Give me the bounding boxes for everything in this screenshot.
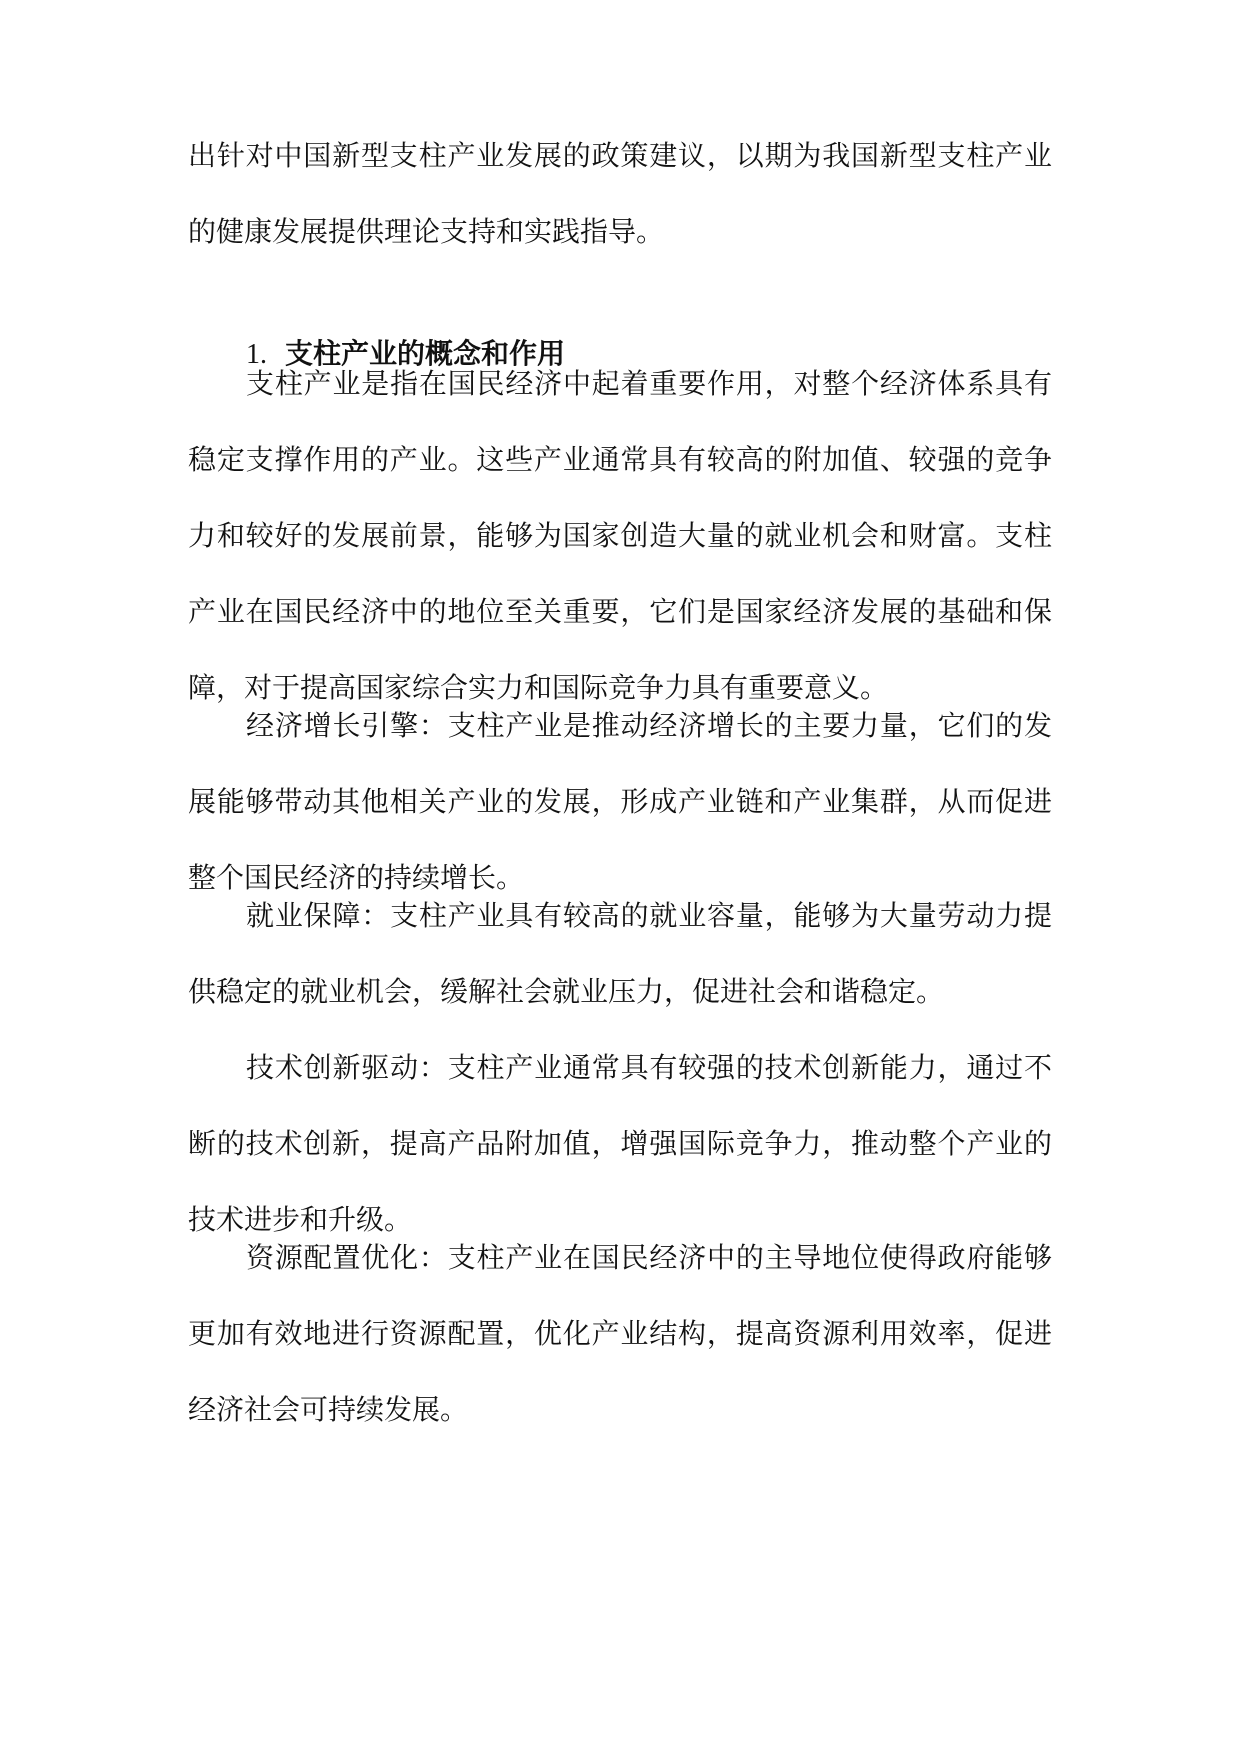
section-number: 1.: [246, 339, 267, 370]
continuation-paragraph: 出针对中国新型支柱产业发展的政策建议，以期为我国新型支柱产业的健康发展提供理论支持和实践指导。: [188, 139, 1052, 248]
paragraph-resource-allocation: 资源配置优化：支柱产业在国民经济中的主导地位使得政府能够更加有效地进行资源配置，优化产业结构，提高资源利用效率，促进经济社会可持续发展。: [188, 1241, 1052, 1426]
paragraph-innovation: 技术创新驱动：支柱产业通常具有较强的技术创新能力，通过不断的技术创新，提高产品附加值，增强国际竞争力，推动整个产业的技术进步和升级。: [188, 1051, 1052, 1236]
paragraph-economic-growth: 经济增长引擎：支柱产业是推动经济增长的主要力量，它们的发展能够带动其他相关产业的发展，形成产业链和产业集群，从而促进整个国民经济的持续增长。: [188, 709, 1052, 894]
section-title: 支柱产业的概念和作用: [285, 337, 566, 370]
paragraph-definition: 支柱产业是指在国民经济中起着重要作用，对整个经济体系具有稳定支撑作用的产业。这些产业通常具有较高的附加值、较强的竞争力和较好的发展前景，能够为国家创造大量的就业机会和财富。支柱产业在国民经济中的地位至关重要，它们是国家经济发展的基础和保障，对于提高国家综合实力和国际竞争力具有重要意义。: [188, 367, 1052, 704]
paragraph-employment: 就业保障：支柱产业具有较高的就业容量，能够为大量劳动力提供稳定的就业机会，缓解社会就业压力，促进社会和谐稳定。: [188, 899, 1052, 1008]
